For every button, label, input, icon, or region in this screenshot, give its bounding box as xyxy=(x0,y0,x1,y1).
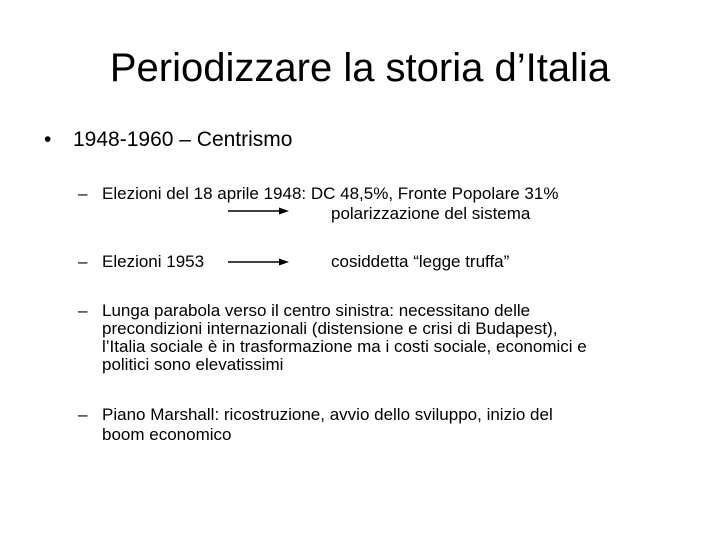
sub-bullet-line: Elezioni del 18 aprile 1948: DC 48,5%, Fronte Popolare 31% xyxy=(102,184,559,203)
right-arrow-icon xyxy=(228,206,290,216)
sub-bullet-elezioni-1948 xyxy=(78,185,698,225)
slide-title: Periodizzare la storia d’Italia xyxy=(109,46,611,90)
bullet-dot-icon: • xyxy=(44,128,52,151)
sub-bullet-line: boom economico xyxy=(102,425,232,444)
sub-bullet-line: Piano Marshall: ricostruzione, avvio dello sviluppo, inizio del xyxy=(102,405,553,424)
sub-bullet-line: precondizioni internazionali (distensione e crisi di Budapest), xyxy=(102,319,558,338)
dash-icon: – xyxy=(78,405,88,424)
sub-bullet-line: politici sono elevatissimi xyxy=(102,355,284,374)
sub-bullet-line: Lunga parabola verso il centro sinistra: necessitano delle xyxy=(102,301,531,320)
sub-bullet-line: polarizzazione del sistema xyxy=(331,204,531,223)
main-bullet-text: 1948-1960 – Centrismo xyxy=(73,128,293,151)
sub-bullet-piano-marshall xyxy=(78,406,698,446)
dash-icon: – xyxy=(78,184,88,203)
right-arrow-icon xyxy=(228,257,290,267)
sub-bullet-line: l’Italia sociale è in trasformazione ma i costi sociale, economici e xyxy=(102,337,587,356)
sub-bullet-centro-sinistra xyxy=(78,302,698,378)
sub-bullet-left-text: Elezioni 1953 xyxy=(102,252,205,271)
dash-icon: – xyxy=(78,301,88,320)
sub-bullet-right-text: cosiddetta “legge truffa” xyxy=(331,252,510,271)
dash-icon: – xyxy=(78,252,88,271)
sub-bullet-elezioni-1953 xyxy=(78,253,698,273)
